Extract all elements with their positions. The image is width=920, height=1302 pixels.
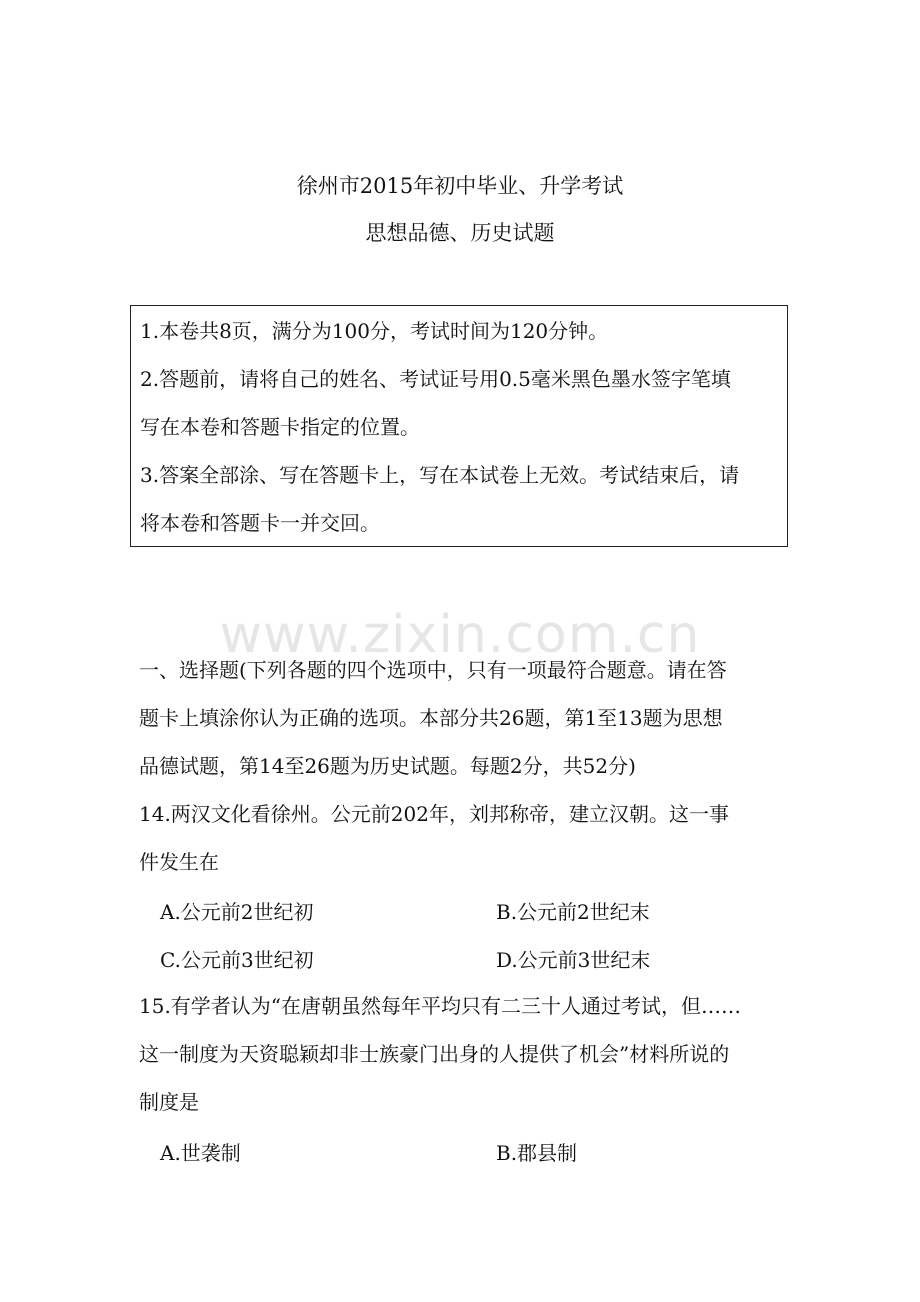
question-15-option-a: A.世袭制 bbox=[160, 1141, 241, 1165]
instructions-box bbox=[130, 305, 788, 547]
question-14-text: 件发生在 bbox=[139, 850, 219, 874]
instruction-line: 1.本卷共8页，满分为100分，考试时间为120分钟。 bbox=[140, 319, 609, 343]
watermark: www.zixin.com.cn bbox=[219, 605, 701, 665]
question-14-option-d: D.公元前3世纪末 bbox=[496, 948, 651, 972]
question-15-text: 这一制度为天资聪颖却非士族豪门出身的人提供了机会”材料所说的 bbox=[139, 1042, 730, 1066]
question-15-text: 制度是 bbox=[139, 1090, 199, 1114]
exam-title: 徐州市2015年初中毕业、升学考试 bbox=[296, 174, 624, 198]
exam-subtitle: 思想品德、历史试题 bbox=[365, 221, 555, 245]
section-heading-line: 一、选择题(下列各题的四个选项中，只有一项最符合题意。请在答 bbox=[139, 658, 727, 682]
instruction-line: 3.答案全部涂、写在答题卡上，写在本试卷上无效。考试结束后，请 bbox=[140, 463, 740, 487]
instruction-line: 2.答题前，请将自己的姓名、考试证号用0.5毫米黑色墨水签字笔填 bbox=[140, 367, 731, 391]
question-14-option-b: B.公元前2世纪末 bbox=[496, 900, 650, 924]
question-14-option-a: A.公元前2世纪初 bbox=[160, 900, 314, 924]
instruction-line: 将本卷和答题卡一并交回。 bbox=[140, 511, 380, 535]
question-15-text: 15.有学者认为“在唐朝虽然每年平均只有二三十人通过考试，但…… bbox=[139, 994, 742, 1018]
question-14-option-c: C.公元前3世纪初 bbox=[160, 948, 314, 972]
instruction-line: 写在本卷和答题卡指定的位置。 bbox=[140, 415, 420, 439]
question-15-option-b: B.郡县制 bbox=[496, 1141, 578, 1165]
question-14-text: 14.两汉文化看徐州。公元前202年，刘邦称帝，建立汉朝。这一事 bbox=[139, 802, 729, 826]
section-heading-line: 题卡上填涂你认为正确的选项。本部分共26题，第1至13题为思想 bbox=[139, 706, 723, 730]
section-heading-line: 品德试题，第14至26题为历史试题。每题2分，共52分) bbox=[139, 754, 636, 778]
